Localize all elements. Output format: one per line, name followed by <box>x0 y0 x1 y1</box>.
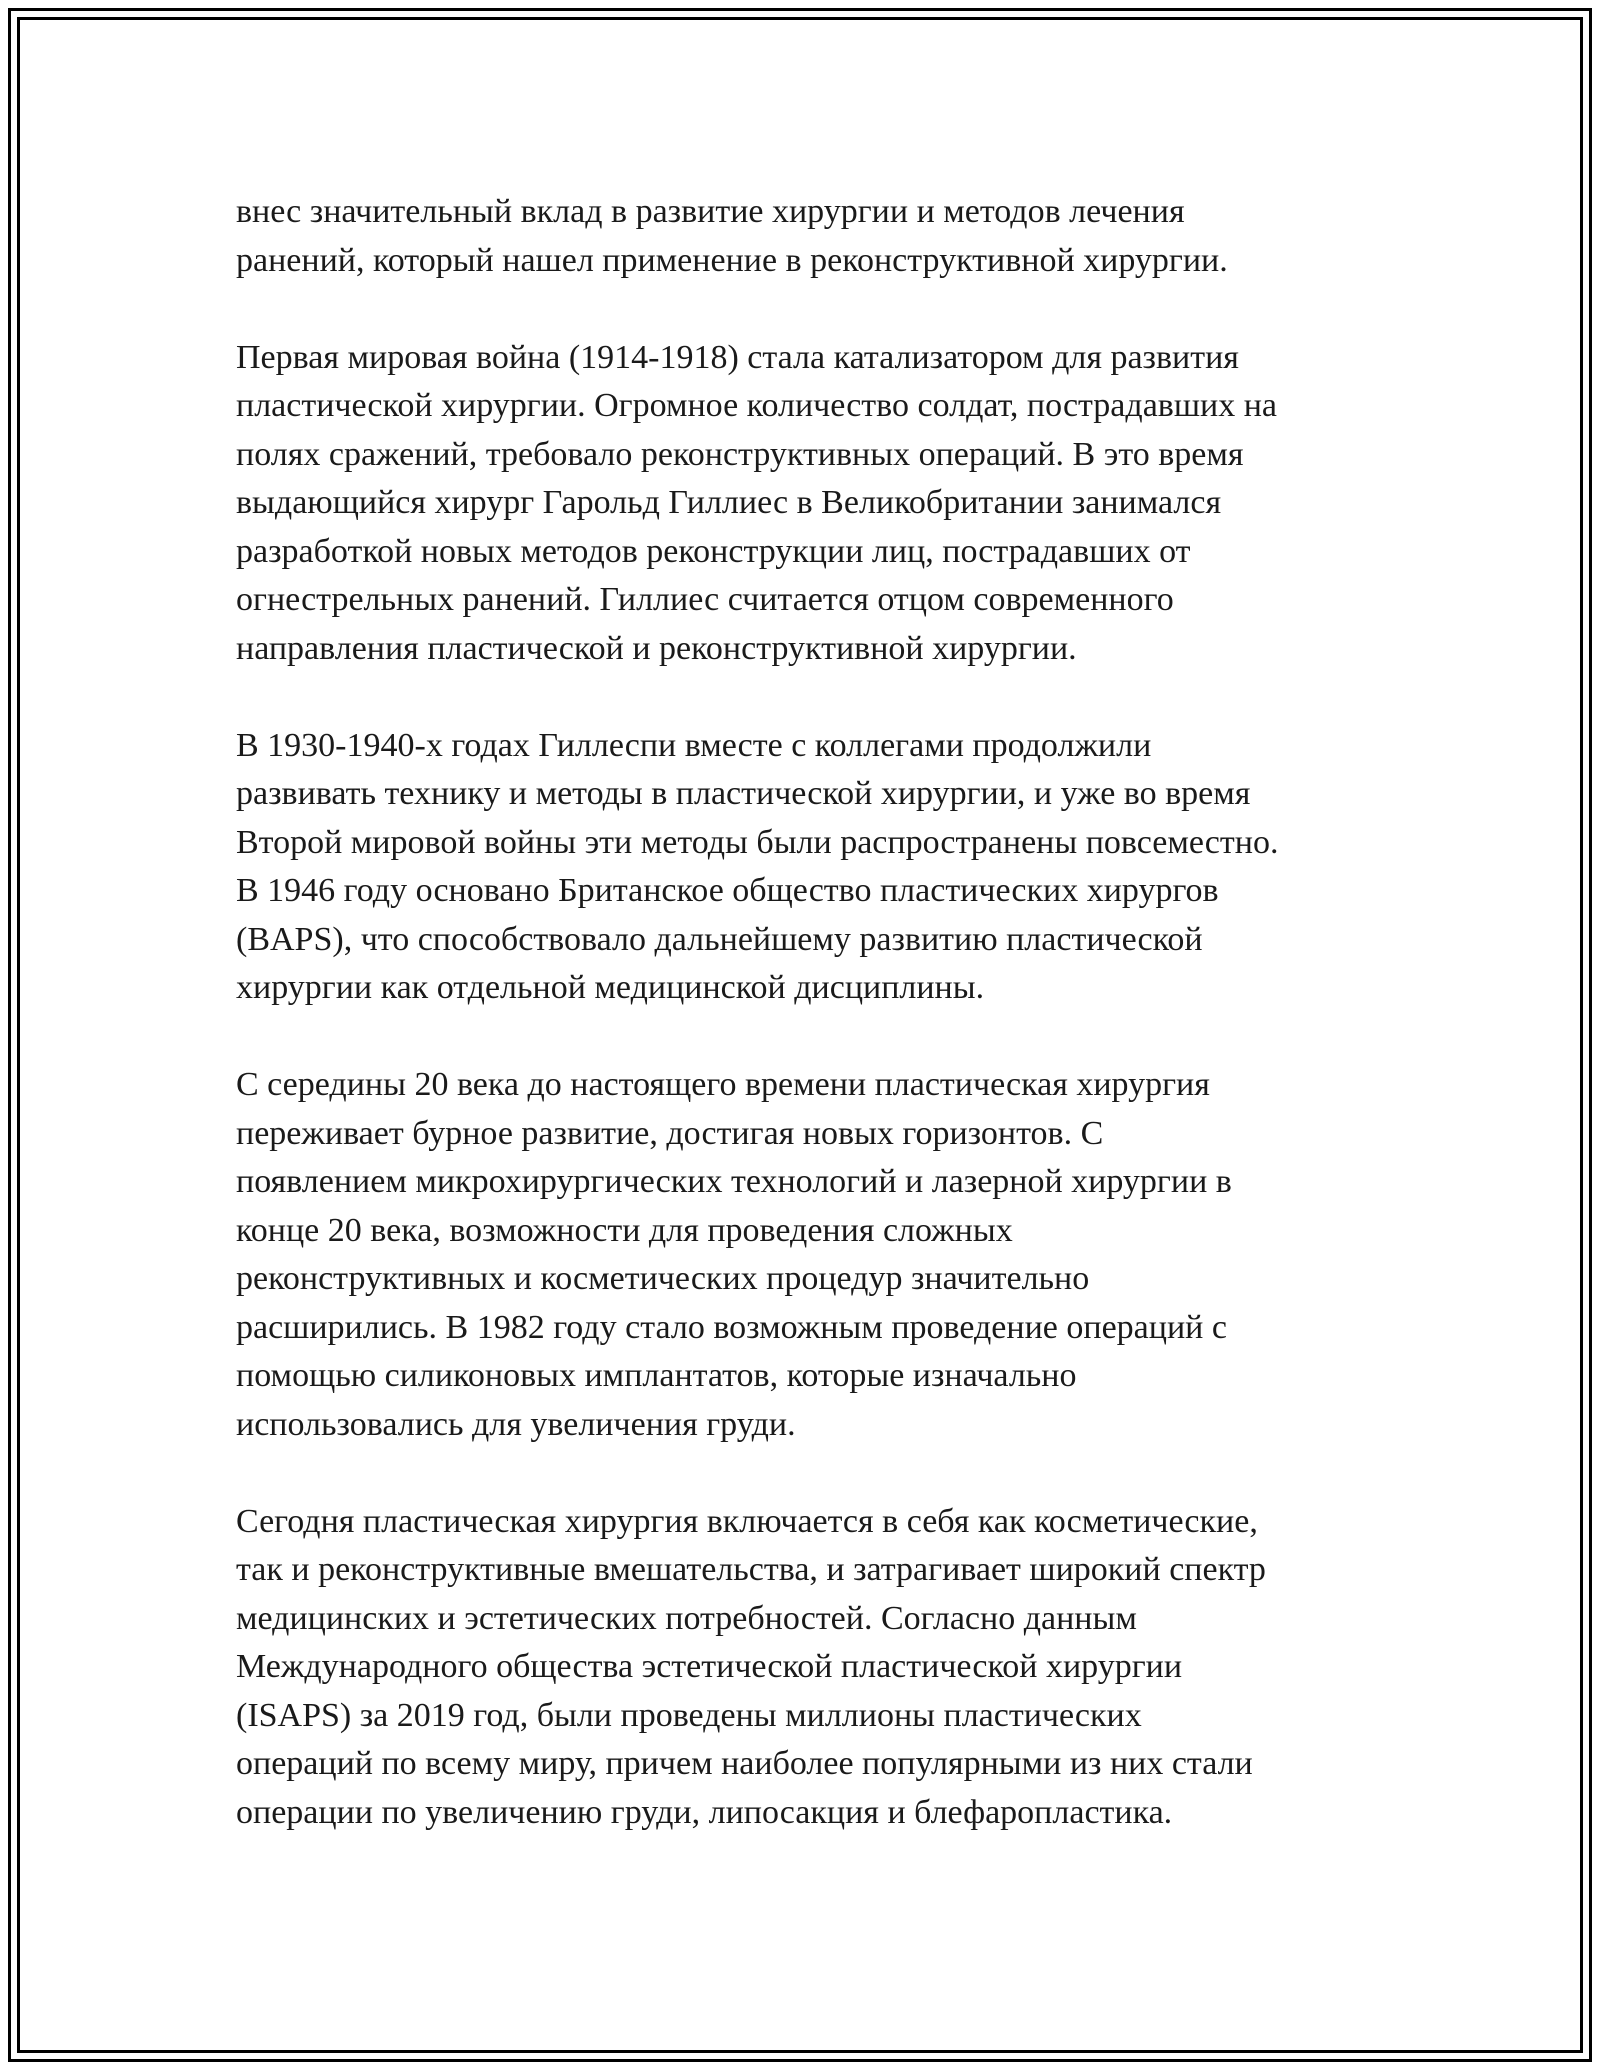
text-line: Сегодня пластическая хирургия включается в себя как косметические, <box>236 1502 1258 1540</box>
text-line: хирургии как отдельной медицинской дисциплины. <box>236 969 985 1006</box>
text-line: развивать технику и методы в пластической хирургии, и уже во время <box>236 775 1251 812</box>
paragraph-2 <box>236 334 1396 674</box>
text-line: огнестрельных ранений. Гиллиес считается отцом современного <box>236 581 1174 618</box>
text-line: расширились. В 1982 году стало возможным проведение операций с <box>236 1308 1227 1346</box>
text-line: ранений, который нашел применение в реконструктивной хирургии. <box>236 241 1228 279</box>
text-line: Международного общества эстетической пластической хирургии <box>236 1648 1183 1685</box>
paragraph-1 <box>236 188 1396 285</box>
text-line: помощью силиконовых имплантатов, которые изначально <box>236 1357 1077 1394</box>
text-line: реконструктивных и косметических процедур значительно <box>236 1260 1090 1297</box>
text-line: разработкой новых методов реконструкции лиц, пострадавших от <box>236 532 1191 570</box>
text-line: полях сражений, требовало реконструктивных операций. В это время <box>236 435 1244 473</box>
paragraph-5 <box>236 1498 1396 1838</box>
text-line: использовались для увеличения груди. <box>236 1405 796 1443</box>
text-line: операций по всему миру, причем наиболее популярными из них стали <box>236 1745 1253 1782</box>
text-line: конце 20 века, возможности для проведения сложных <box>236 1211 1013 1249</box>
paragraph-4 <box>236 1061 1396 1449</box>
text-line: С середины 20 века до настоящего времени пластическая хирургия <box>236 1066 1210 1103</box>
text-line: (ISAPS) за 2019 год, были проведены миллионы пластических <box>236 1696 1142 1734</box>
paragraph-3 <box>236 722 1396 1013</box>
text-line: пластической хирургии. Огромное количество солдат, пострадавших на <box>236 387 1278 424</box>
text-line: переживает бурное развитие, достигая новых горизонтов. С <box>236 1114 1104 1152</box>
text-line: (BAPS), что способствовало дальнейшему развитию пластической <box>236 920 1203 958</box>
text-line: Первая мировая война (1914-1918) стала катализатором для развития <box>236 338 1239 376</box>
text-line: В 1946 году основано Британское общество пластических хирургов <box>236 872 1219 909</box>
text-line: внес значительный вклад в развитие хирургии и методов лечения <box>236 193 1185 230</box>
text-line: появлением микрохирургических технологий и лазерной хирургии в <box>236 1163 1232 1200</box>
text-line: так и реконструктивные вмешательства, и затрагивает широкий спектр <box>236 1551 1266 1588</box>
document-body <box>236 188 1396 1837</box>
text-line: операции по увеличению груди, липосакция и блефаропластика. <box>236 1793 1173 1831</box>
text-line: В 1930-1940-х годах Гиллеспи вместе с коллегами продолжили <box>236 726 1152 764</box>
text-line: Второй мировой войны эти методы были распространены повсеместно. <box>236 823 1279 861</box>
text-line: выдающийся хирург Гарольд Гиллиес в Великобритании занимался <box>236 484 1222 521</box>
text-line: направления пластической и реконструктивной хирургии. <box>236 629 1077 667</box>
text-line: медицинских и эстетических потребностей. Согласно данным <box>236 1599 1137 1637</box>
